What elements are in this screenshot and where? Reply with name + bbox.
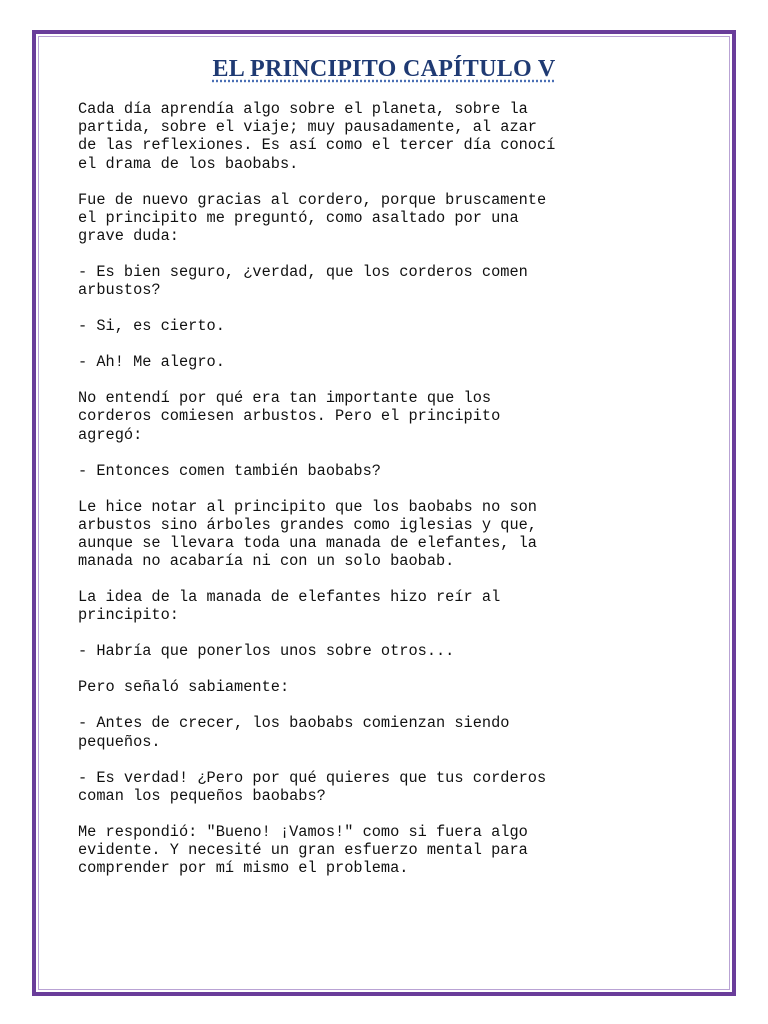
dialogue-line: - Es bien seguro, ¿verdad, que los corderos comen arbustos? <box>78 263 528 300</box>
dialogue-line: - Ah! Me alegro. <box>78 353 225 372</box>
page-title-text: EL PRINCIPITO CAPÍTULO V <box>212 56 556 82</box>
paragraph: Pero señaló sabiamente: <box>78 678 290 697</box>
paragraph: No entendí por qué era tan importante que los corderos comiesen arbustos. Pero el principito agregó: <box>78 389 501 444</box>
chapter-body <box>78 100 668 895</box>
page-title <box>0 56 768 83</box>
paragraph: Fue de nuevo gracias al cordero, porque bruscamente el principito me preguntó, como asaltado por una grave duda: <box>78 190 547 246</box>
dialogue-line: - Antes de crecer, los baobabs comienzan siendo pequeños. <box>78 714 510 751</box>
dialogue-line: - Entonces comen también baobabs? <box>78 461 381 480</box>
dialogue-line: - Si, es cierto. <box>78 317 225 336</box>
dialogue-line: - Es verdad! ¿Pero por qué quieres que tus corderos coman los pequeños baobabs? <box>78 768 547 805</box>
dialogue-line: - Habría que ponerlos unos sobre otros... <box>78 642 455 661</box>
paragraph: La idea de la manada de elefantes hizo reír al principito: <box>78 588 501 625</box>
paragraph: Cada día aprendía algo sobre el planeta, sobre la partida, sobre el viaje; muy pausadamente, al azar de las reflexiones. Es así como el tercer día conocí el drama de los baobabs. <box>78 100 556 173</box>
paragraph: Me respondió: "Bueno! ¡Vamos!" como si fuera algo evidente. Y necesité un gran esfuerzo mental para comprender por mí mismo el problema. <box>78 822 528 878</box>
paragraph: Le hice notar al principito que los baobabs no son arbustos sino árboles grandes como iglesias y que, aunque se llevara toda una manada de elefantes, la manada no acabaría ni con un solo baobab. <box>78 497 537 571</box>
